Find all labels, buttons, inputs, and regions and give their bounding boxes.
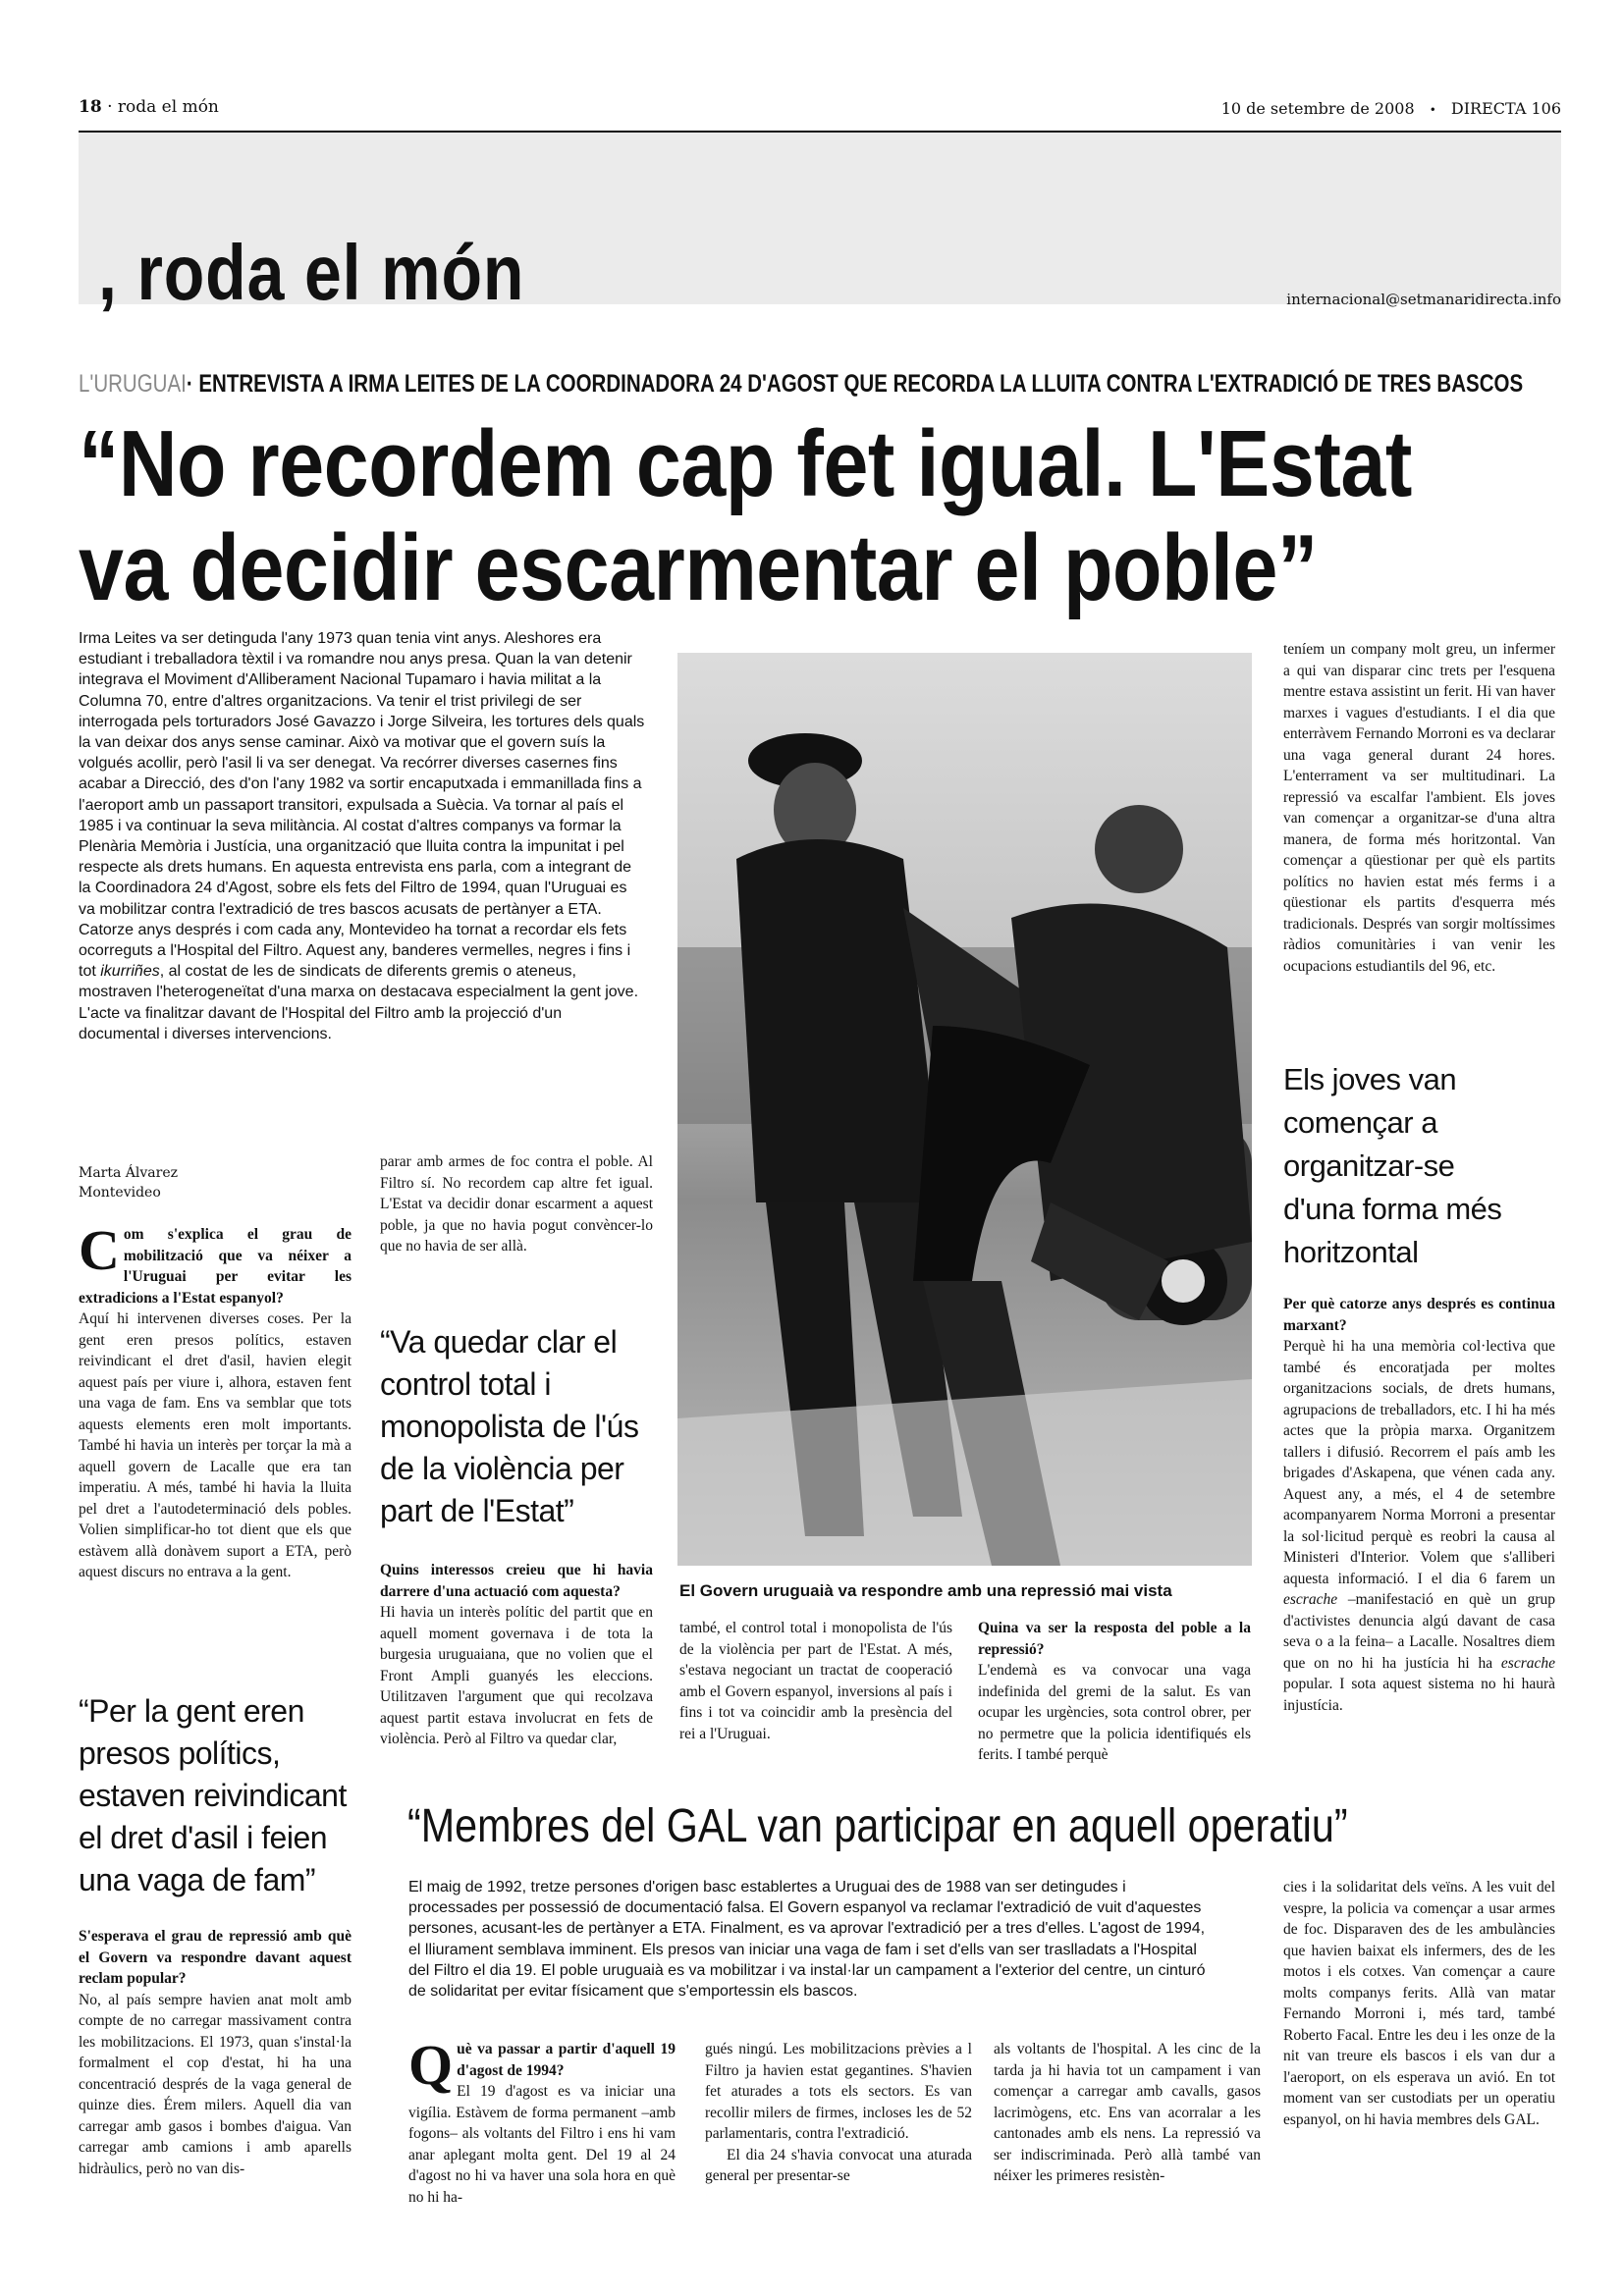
question-4: Quina va ser la resposta del poble a la repressió? [978, 1620, 1251, 1658]
section-title: , roda el món [98, 229, 525, 316]
headline [79, 412, 1412, 620]
column-4 [978, 1618, 1251, 1766]
issue-number: DIRECTA 106 [1450, 99, 1561, 118]
kicker-country: L'URUGUAI [79, 370, 187, 398]
pull-quote-3: Els joves van començar a organitzar-se d'una forma més horitzontal [1283, 1062, 1502, 1269]
photo-caption: El Govern uruguaià va respondre amb una repressió mai vista [679, 1581, 1172, 1600]
page-header [79, 97, 1561, 123]
section-email: internacional@setmanaridirecta.info [1286, 291, 1561, 308]
byline-author: Marta Álvarez [79, 1165, 178, 1181]
question-3: Quins interessos creieu que hi havia darrere d'una actuació com aquesta? [380, 1562, 653, 1600]
answer-5: Perquè hi ha una memòria col·lectiva que també és encoratjada per moltes organitzacions socials, de drets humans, agrupacions de treballadors, etc. I hi ha més actes que la pròpia marxa. Organitzem tallers i difusió. Recorrem el país amb les brigades d'Askapena, que vénen cada any. Aquest any, a més, el 4 de setembre acompanyarem Norma Morroni a presentar la sol·licitud perquè es reobri la causa al Ministeri d'Interior. Volem que s'alliberi aquesta informació. I el dia 6 farem un escrache –manifestació en què un grup d'activistes denuncia algú davant de casa seva o a la feina– a Lacalle. Nosaltres diem que on no hi ha justícia hi ha escrache popular. I sota aquest sistema no hi haurà injustícia. [1283, 1338, 1555, 1714]
headline-line-2: va decidir escarmentar el poble” [79, 515, 1318, 620]
header-section: · roda el món [107, 97, 219, 117]
photo-illustration [677, 653, 1252, 1566]
pull-quote-2: “Va quedar clar el control total i monopolista de l'ús de la violència per part de l'Estat” [380, 1324, 639, 1528]
byline-place: Montevideo [79, 1185, 161, 1201]
intro-paragraph: Irma Leites va ser detinguda l'any 1973 quan tenia vint anys. Aleshores era estudiant i treballadora tèxtil i va romandre nou anys presa. Quan la van detenir integrava el Moviment d'Alliberament Nacional Tupamaro i havia militat a la Columna 70, entre d'altres organitzacions. Va tenir el trist privilegi de ser interrogada pels torturadors José Gavazzo i Jorge Silveira, les tortures dels quals la van deixar dos anys sense caminar. Això va motivar que el govern suís la volgués acollir, però l'asil li va ser denegat. Va recórrer diverses casernes fins acabar a Direcció, des d'on l'any 1982 va sortir encaputxada i emmanillada fins a l'aeroport amb un passaport transitori, expulsada a Suècia. Va tornar al país el 1985 i va continuar la seva militància. Al costat d'altres companys va formar la Plenària Memòria i Justícia, una organització que lluita contra la impunitat i pel respecte als drets humans. En aquesta entrevista ens parla, com a integrant de la Coordinadora 24 d'Agost, sobre els fets del Filtro de 1994, quan l'Uruguai es va mobilitzar contra l'extradició de tres bascos acusats de pertànyer a ETA. Catorze anys després i com cada any, Montevideo ha tornat a recordar els fets ocorreguts a l'Hospital del Filtro. Aquest any, banderes vermelles, negres i fins i tot ikurriñes, al costat de les de sindicats de diferents gremis o ateneus, mostraven l'heterogeneïtat d'una marxa on destacava especialment la gent jove. L'acte va finalitzar davant de l'Hospital del Filtro amb la projecció d'un documental i diverses intervencions. [79, 630, 645, 1042]
column-5-top: teníem un company molt greu, un infermer a qui van disparar cinc trets per l'esquena mentre estava assistint un ferit. Hi van haver marxes i vagues d'estudiants. I el dia que enterràvem Fernando Morroni es va declarar una vaga general durant 24 hores. L'enterrament va ser multitudinari. La repressió va escalfar l'ambient. Els joves van començar a organitzar-se d'una altra manera, de forma més horitzontal. Van començar a qüestionar per què els partits polítics no havien estat més ferms i a qüestionar els partits d'esquerra més tradicionals. Després van sorgir moltíssimes ràdios comunitàries i van venir les ocupacions estudiantils del 96, etc. [1283, 641, 1555, 975]
second-answer-1: El 19 d'agost es va iniciar una vigília. Estàvem de forma permanent –amb fogons– als voltants del Filtro i ens hi vam anar aplegant molta gent. Del 19 al 24 d'agost no hi va haver una sola hora en què no hi ha- [408, 2083, 676, 2206]
column-1-bottom [79, 1926, 352, 2179]
second-answer-2b: El dia 24 s'havia convocat una aturada general per presentar-se [705, 2146, 972, 2184]
second-answer-2a: gués ningú. Les mobilitzacions prèvies a l Filtro ja havien estat gegantines. S'havien fet aturades a tots els sectors. Es van recollir milers de firmes, incloses les de 52 parlamentaris, contra l'extradició. [705, 2041, 972, 2142]
column-2-top: parar amb armes de foc contra el poble. Al Filtro sí. No recordem cap altre fet igual. L'Estat va decidir donar escarment a aquest poble, ja que no havia pogut convèncer-lo que no havia de ser allà. [380, 1153, 653, 1255]
second-column-4: cies i la solidaritat dels veïns. A les vuit del vespre, la policia va començar a usar armes de foc. Disparaven des de les ambulàncies que havien baixat els infermers, des de les motos i els cotxes. Van començar a caure molts companys ferits. Allà van matar Fernando Morroni i, més tard, també Roberto Facal. Entre les deu i les onze de la nit van treure els bascos i els van dur a l'aeroport, on els esperava un avió. En tot moment van ser custodiats per un operatiu espanyol, on hi havia membres dels GAL. [1283, 1879, 1555, 2128]
byline [79, 1163, 178, 1202]
header-separator: • [1429, 103, 1436, 117]
second-column-2 [705, 2039, 972, 2187]
column-5-bottom [1283, 1294, 1555, 1716]
answer-1: Aquí hi intervenen diverses coses. Per la gent eren presos polítics, estaven reivindicant el dret d'asil, havien elegit aquest país per viure i, alhora, estaven fent una vaga de fam. Ens va semblar que tots aquests elements eren molt importants. També hi havia un interès per torçar la mà a aquell govern de Lacalle que era tan imperatiu. A més, també hi havia la lluita pel dret a l'autodeterminació dels pobles. Volien simplificar-ho tot dient que els que estàvem allà donàvem suport a ETA, però aquest discurs no entrava a la gent. [79, 1310, 352, 1580]
pull-quote-1: “Per la gent eren presos polítics, estaven reivindicant el dret d'asil i feien una vaga de fam” [79, 1693, 347, 1897]
answer-3: Hi havia un interès polític del partit que en aquell moment governava i de tota la burgesia uruguaiana, que no volien que el Front Ampli guanyés les eleccions. Utilitzaven l'argument que qui recolzava aquest partit estava involucrat en fets de violència. Però al Filtro va quedar clar, [380, 1604, 653, 1747]
answer-4: L'endemà es va convocar una vaga indefinida del gremi de la salut. Es van ocupar les urgències, sota control obrer, per no permetre que la policia identifiqués els ferits. I també perquè [978, 1662, 1251, 1763]
headline-line-1: “No recordem cap fet igual. L'Estat [79, 411, 1412, 516]
kicker [79, 370, 1523, 399]
intro-italic: ikurriñes [100, 963, 160, 981]
second-column-1 [408, 2033, 676, 2208]
second-question: uè va passar a partir d'aquell 19 d'agost de 1994? [457, 2041, 676, 2079]
second-headline: “Membres del GAL van participar en aquell operatiu” [407, 1800, 1348, 1852]
page-number: 18 [79, 97, 102, 117]
second-column-3: als voltants de l'hospital. A les cinc de la tarda ja hi havia tot un campament i van començar a carregar amb cavalls, gasos lacrimògens, etc. Ens van acorralar a les cantonades amb els nens. La repressió va ser indiscriminada. Però allà també van néixer les primeres resistèn- [994, 2041, 1261, 2184]
header-right [1221, 99, 1561, 118]
column-3: també, el control total i monopolista de l'ús de la violència per part de l'Estat. A més, s'estava negociant un tractat de cooperació amb el Govern espanyol, inversions al país i fins i tot va coincidir amb la presència del rei a l'Uruguai. [679, 1620, 952, 1742]
answer-2: No, al país sempre havien anat molt amb compte de no carregar massivament contra les mobilitzacions. El 1973, quan s'instal·la formalment el cop d'estat, hi ha una concentració després de la vaga general de quinze dies. Érem milers. Aquell dia van carregar amb gasos i bombes d'aigua. Van carregar amb camions i amb aparells hidràulics, però no van dis- [79, 1991, 352, 2177]
question-5: Per què catorze anys després es continua marxant? [1283, 1296, 1555, 1334]
column-1 [79, 1218, 352, 1583]
column-2-bottom [380, 1560, 653, 1750]
question-2: S'esperava el grau de repressió amb què el Govern va respondre davant aquest reclam popular? [79, 1928, 352, 1987]
drop-cap-q: Q [408, 2033, 454, 2097]
issue-date: 10 de setembre de 2008 [1220, 99, 1415, 118]
drop-cap-c: C [79, 1218, 120, 1282]
kicker-text: · ENTREVISTA A IRMA LEITES DE LA COORDINADORA 24 D'AGOST QUE RECORDA LA LLUITA CONTRA L'EXTRADICIÓ DE TRES BASCOS [186, 370, 1524, 398]
question-1: om s'explica el grau de mobilització que va néixer a l'Uruguai per evitar les extradicions a l'Estat espanyol? [79, 1226, 352, 1307]
news-photo [677, 653, 1252, 1566]
second-intro: El maig de 1992, tretze persones d'origen basc establertes a Uruguai des de 1988 van ser detingudes i processades per possessió de documentació falsa. El Govern espanyol va reclamar l'extradició de vuit d'aquestes persones, acusant-les de pertànyer a ETA. Finalment, es va aprovar l'extradició per a tres d'elles. L'agost de 1994, el lliurament semblava imminent. Els presos van iniciar una vaga de fam i set d'ells van ser traslladats a l'Hospital del Filtro el dia 19. El poble uruguaià es va mobilitzar i va instal·lar un campament a l'exterior del centre, un cinturó de solidaritat per evitar físicament que s'emportessin els bascos. [408, 1879, 1206, 2001]
